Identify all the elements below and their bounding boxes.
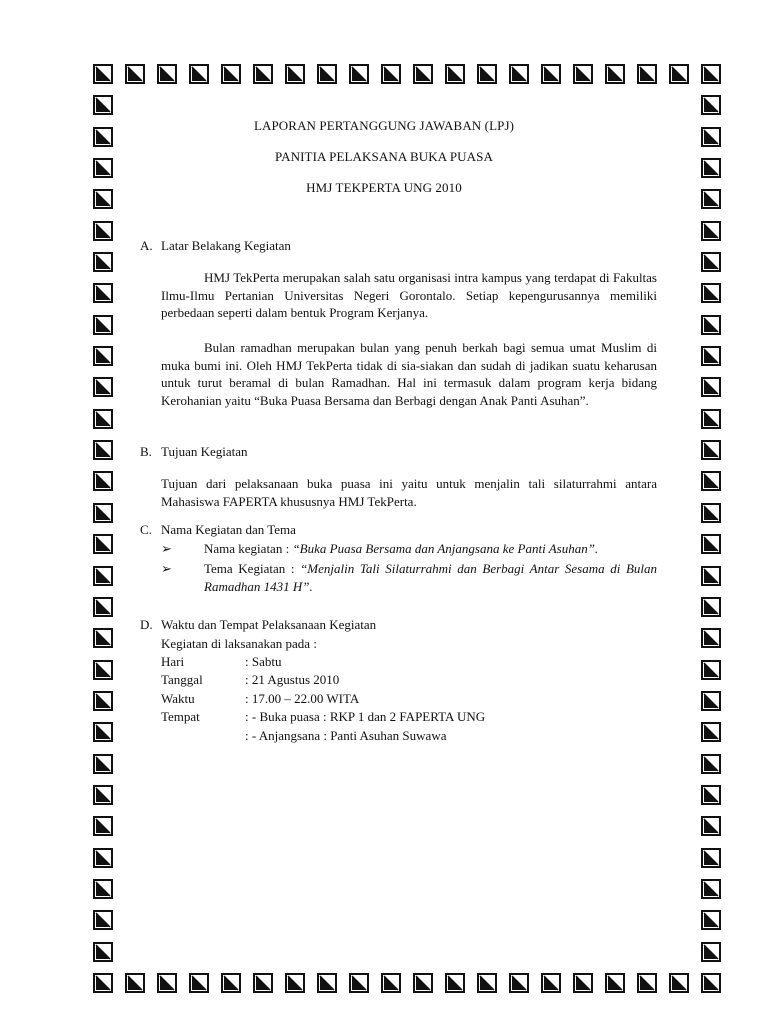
section-a-paragraph-1: HMJ TekPerta merupakan salah satu organisasi intra kampus yang terdapat di Fakultas Ilmu-Ilmu Pertanian Universitas Negeri Gorontalo. Setiap kepengurusannya memiliki perbedaan seperti dalam bentuk Program Kerjanya. xyxy=(161,270,657,320)
schedule-value: : 17.00 – 22.00 WITA xyxy=(245,691,360,706)
schedule-key: Tempat xyxy=(161,709,200,724)
schedule-value: : - Buka puasa : RKP 1 dan 2 FAPERTA UNG xyxy=(245,709,486,724)
organization-title: HMJ TEKPERTA UNG 2010 xyxy=(306,180,462,195)
schedule-value: : - Anjangsana : Panti Asuhan Suwawa xyxy=(245,728,447,743)
section-d-title: Waktu dan Tempat Pelaksanaan Kegiatan xyxy=(161,617,377,632)
schedule-key: Hari xyxy=(161,654,185,669)
schedule-row-place xyxy=(161,708,485,726)
section-d-heading xyxy=(140,617,376,633)
activity-theme-label: Tema Kegiatan : xyxy=(204,561,301,576)
schedule-row-date xyxy=(161,671,339,689)
arrow-bullet-icon: ➢ xyxy=(161,541,172,556)
schedule-row-day xyxy=(161,653,281,671)
activity-theme-value: “Menjalin Tali Silaturrahmi dan Berbagi Antar Sesama di Bulan Ramadhan 1431 H”. xyxy=(204,561,657,594)
section-b-letter: B. xyxy=(140,444,152,459)
section-a-title: Latar Belakang Kegiatan xyxy=(161,238,291,253)
schedule-value: : 21 Agustus 2010 xyxy=(245,672,340,687)
schedule-row-place-2 xyxy=(161,727,446,745)
section-b-heading xyxy=(140,444,248,460)
schedule-value: : Sabtu xyxy=(245,654,282,669)
schedule-row-time xyxy=(161,690,359,708)
section-b-paragraph: Tujuan dari pelaksanaan buka puasa ini yaitu untuk menjalin tali silaturrahmi antara Mahasiswa FAPERTA khususnya HMJ TekPerta. xyxy=(161,476,657,509)
schedule-key: Waktu xyxy=(161,691,195,706)
section-b-title: Tujuan Kegiatan xyxy=(161,444,248,459)
activity-theme-item xyxy=(161,560,657,595)
schedule-key: Tanggal xyxy=(161,672,203,687)
section-d-letter: D. xyxy=(140,617,153,632)
section-a-heading xyxy=(140,238,291,254)
section-a-paragraph-2: Bulan ramadhan merupakan bulan yang penuh berkah bagi semua umat Muslim di muka bumi ini. Oleh HMJ TekPerta tidak di sia-siakan dan sudah di jadikan suatu keharusan untuk turut beramal di bulan Ramadhan. Hal ini termasuk dalam program kerja bidang Kerohanian yaitu “Buka Puasa Bersama dan Berbagi dengan Anak Panti Asuhan”. xyxy=(161,340,657,408)
section-c-heading xyxy=(140,522,296,538)
schedule-intro: Kegiatan di laksanakan pada : xyxy=(161,636,317,651)
activity-name-item xyxy=(161,540,657,558)
report-title: LAPORAN PERTANGGUNG JAWABAN (LPJ) xyxy=(253,118,515,133)
arrow-bullet-icon: ➢ xyxy=(161,561,172,576)
section-c-letter: C. xyxy=(140,522,152,537)
activity-name-label: Nama kegiatan : xyxy=(204,541,293,556)
committee-title: PANITIA PELAKSANA BUKA PUASA xyxy=(275,149,493,164)
section-a-letter: A. xyxy=(140,238,153,253)
section-c-title: Nama Kegiatan dan Tema xyxy=(161,522,296,537)
activity-name-value: “Buka Puasa Bersama dan Anjangsana ke Panti Asuhan”. xyxy=(292,541,599,556)
